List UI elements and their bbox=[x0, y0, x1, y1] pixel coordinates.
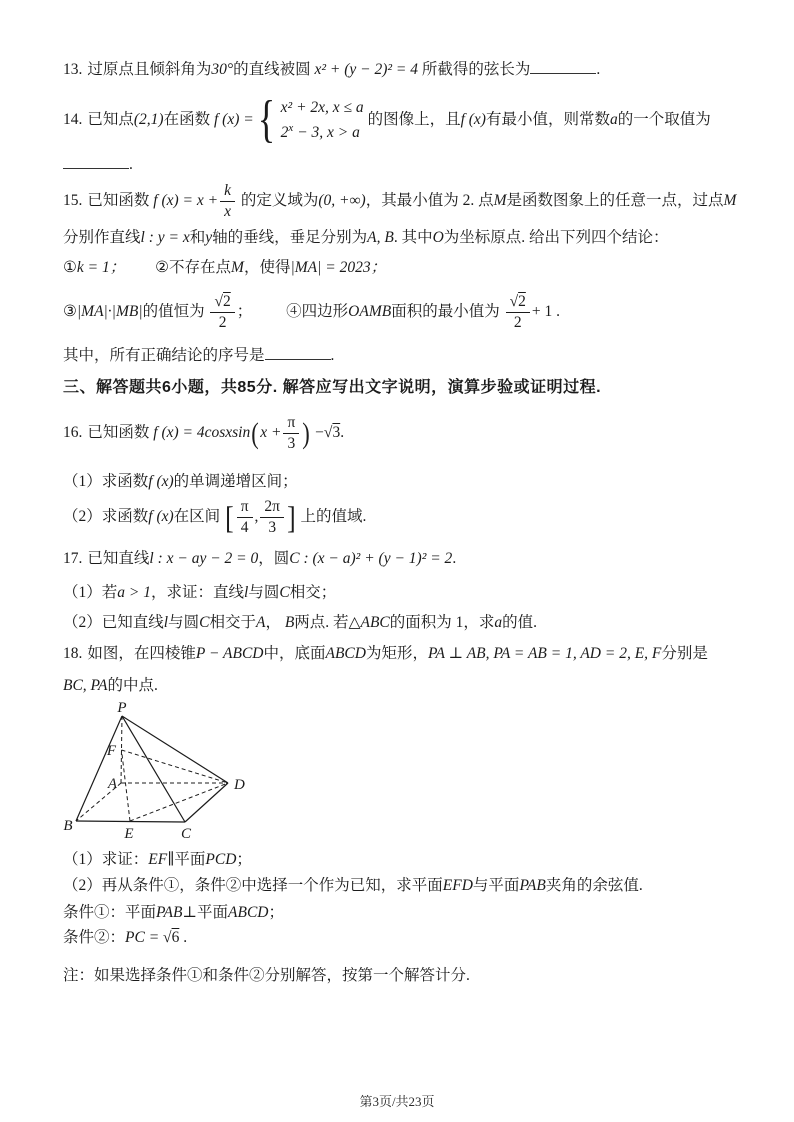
question-text: 求函数 bbox=[101, 473, 149, 490]
section-3-header bbox=[63, 377, 601, 399]
conclusion-4-text: 面积的最小值为 bbox=[391, 302, 500, 320]
question-text: 已知点 bbox=[87, 111, 134, 129]
math-ABCD: ABCD bbox=[325, 645, 366, 662]
fraction-sqrt2-over-2: $\frac{√2}{2}$ bbox=[506, 293, 530, 332]
edge-PC bbox=[122, 716, 185, 822]
question-15-line2 bbox=[63, 228, 669, 249]
question-text: ； bbox=[236, 851, 252, 868]
section-3-title: 三、解答题共6小题，共85分. 解答应写出文字说明，演算步验或证明过程. bbox=[63, 379, 602, 396]
question-text: 的定义域为 bbox=[240, 191, 319, 209]
math-inner: x + bbox=[260, 423, 282, 441]
math-triangle-ABC: △ABC bbox=[348, 614, 390, 631]
question-text: ，其最小值为 2. 点 bbox=[365, 191, 494, 209]
conclusion-4-end: + 1 . bbox=[531, 302, 560, 320]
vertex-label-A: A bbox=[107, 776, 117, 792]
question-17-part-2 bbox=[63, 613, 537, 634]
conclusion-3-text: 的值恒为 bbox=[142, 302, 205, 320]
math-line-l: l bbox=[163, 614, 169, 631]
question-number: 14. bbox=[63, 111, 83, 129]
math-BC-PA: BC, PA bbox=[63, 677, 108, 694]
math-ABCD: ABCD bbox=[228, 904, 269, 921]
edge-PA bbox=[121, 716, 122, 783]
question-text: ，圆 bbox=[258, 550, 290, 567]
conclusion-4-label: ④四边形 bbox=[286, 302, 349, 320]
math-y-axis: y bbox=[205, 229, 213, 246]
segment-FD bbox=[122, 750, 229, 783]
edge-BP bbox=[76, 716, 122, 821]
left-bracket: [ bbox=[225, 498, 234, 535]
math-fx-equals: f (x) = bbox=[213, 111, 254, 129]
vertex-label-P: P bbox=[117, 700, 127, 716]
conclusion-2-label: ②不存在点 bbox=[155, 259, 232, 276]
question-16-part-1 bbox=[63, 472, 298, 493]
math-line-l: l : y = x bbox=[140, 229, 190, 246]
conclusion-2-text: ，使得 bbox=[243, 259, 291, 276]
question-15-answer-line bbox=[63, 344, 334, 367]
question-number: 13. bbox=[63, 61, 83, 78]
condition-label: 条件②： bbox=[63, 929, 126, 946]
condition-1 bbox=[63, 903, 284, 924]
fraction-k-over-x: $\frac{k}{x}$ bbox=[220, 182, 235, 221]
question-17 bbox=[63, 549, 456, 570]
edge-CD bbox=[185, 783, 228, 822]
math-angle: 30° bbox=[211, 61, 234, 78]
math-minus: − bbox=[315, 423, 324, 441]
piecewise-case-2: $2^x - 3$, x > a bbox=[280, 122, 360, 142]
period: . bbox=[330, 347, 335, 364]
math-var-a: a bbox=[494, 614, 503, 631]
math-EF: EF bbox=[148, 851, 168, 868]
period: . bbox=[340, 423, 345, 441]
vertex-label-C: C bbox=[180, 826, 192, 842]
math-a-gt-1: a > 1 bbox=[117, 584, 151, 601]
math-fx: f (x) bbox=[148, 473, 174, 490]
note-line bbox=[63, 966, 470, 987]
math-point: (2,1) bbox=[133, 111, 164, 129]
question-18-part-2 bbox=[63, 876, 643, 897]
answer-blank bbox=[265, 344, 331, 360]
condition-end: ； bbox=[268, 904, 284, 921]
note-text: 注：如果选择条件①和条件②分别解答，按第一个解答计分. bbox=[63, 967, 470, 984]
math-circle-equation: C : (x − a)² + (y − 1)² = 2 bbox=[289, 550, 453, 567]
question-text: 若 bbox=[101, 584, 118, 601]
piecewise-brace: { bbox=[257, 91, 275, 149]
math-fx: f (x) bbox=[148, 507, 174, 525]
conclusion-3-end: ； bbox=[236, 302, 253, 320]
math-circle-C: C bbox=[279, 584, 290, 601]
part-label: （2） bbox=[63, 507, 102, 525]
edge-PD bbox=[122, 716, 228, 783]
question-text: 夹角的余弦值. bbox=[545, 877, 643, 894]
question-text: 的值. bbox=[502, 614, 538, 631]
question-text: 与圆 bbox=[168, 614, 200, 631]
pyramid-svg bbox=[60, 700, 260, 850]
question-16-part-2 bbox=[63, 498, 366, 537]
question-18-part-1 bbox=[63, 850, 252, 871]
question-text: 已知函数 bbox=[87, 191, 150, 209]
math-point-M: M bbox=[723, 191, 737, 209]
math-EFD: EFD bbox=[442, 877, 473, 894]
pyramid-figure bbox=[60, 700, 260, 857]
part-label: （2） bbox=[63, 877, 102, 894]
question-text: 所截得的弦长为 bbox=[421, 61, 531, 78]
right-paren: ) bbox=[302, 416, 311, 450]
answer-blank bbox=[63, 153, 129, 169]
question-14-answer-line bbox=[63, 153, 133, 176]
question-text: 在区间 bbox=[173, 507, 221, 525]
question-15-conclusions-34 bbox=[63, 293, 560, 332]
question-text: 轴的垂线，垂足分别为 bbox=[212, 229, 368, 246]
page-footer bbox=[0, 1093, 794, 1111]
question-text: 的一个取值为 bbox=[617, 111, 711, 129]
conclusion-3-label: ③ bbox=[63, 302, 77, 320]
question-text: 在函数 bbox=[163, 111, 211, 129]
question-text: ，求证：直线 bbox=[151, 584, 245, 601]
part-label: （2） bbox=[63, 614, 102, 631]
conclusion-1-label: ① bbox=[63, 259, 77, 276]
question-text: ， bbox=[265, 614, 285, 631]
question-text: 求证： bbox=[101, 851, 149, 868]
math-point-B: B bbox=[284, 614, 295, 631]
vertex-label-F: F bbox=[106, 743, 116, 759]
math-domain: (0, +∞) bbox=[318, 191, 366, 209]
math-point-M: M bbox=[493, 191, 507, 209]
question-text: 过原点且倾斜角为 bbox=[87, 61, 212, 78]
question-text: 和 bbox=[189, 229, 206, 246]
sqrt-6: √6 bbox=[163, 929, 180, 946]
part-label: （1） bbox=[63, 851, 102, 868]
question-text: 如图，在四棱锥 bbox=[87, 645, 196, 662]
question-text: 与圆 bbox=[248, 584, 280, 601]
math-PC-equals: PC = bbox=[125, 929, 160, 946]
segment-ED bbox=[130, 783, 228, 821]
question-text: 分别作直线 bbox=[63, 229, 141, 246]
math-fx-expr: f (x) = x + bbox=[153, 191, 219, 209]
math-PAB: PAB bbox=[156, 904, 183, 921]
part-label: （1） bbox=[63, 584, 102, 601]
question-15 bbox=[63, 182, 736, 221]
math-OAMB: OAMB bbox=[348, 302, 392, 320]
math-fx-expr: f (x) = 4cosxsin bbox=[153, 423, 251, 441]
question-text: 相交于 bbox=[209, 614, 256, 631]
question-text: 再从条件①，条件②中选择一个作为已知，求平面 bbox=[101, 877, 443, 894]
conclusion-1-math: k = 1； bbox=[76, 259, 126, 276]
conclusion-3-math: |MA|·|MB| bbox=[76, 302, 143, 320]
question-text: 为坐标原点. 给出下列四个结论： bbox=[443, 229, 669, 246]
question-number: 16. bbox=[63, 423, 83, 441]
condition-2 bbox=[63, 928, 187, 949]
math-line-l: l bbox=[244, 584, 249, 601]
condition-label: 条件①：平面 bbox=[63, 904, 157, 921]
vertex-label-D: D bbox=[234, 777, 245, 793]
right-bracket: ] bbox=[287, 498, 296, 535]
math-point-M: M bbox=[231, 259, 244, 276]
question-text: 分别是 bbox=[661, 645, 708, 662]
math-conditions: PA ⊥ AB, PA = AB = 1, AD = 2, E, F bbox=[427, 645, 662, 662]
question-text: 的面积为 1，求 bbox=[389, 614, 495, 631]
math-line-equation: l : x − ay − 2 = 0 bbox=[149, 550, 259, 567]
math-origin-O: O bbox=[432, 229, 444, 246]
math-var-a: a bbox=[609, 111, 618, 129]
question-text: 已知直线 bbox=[101, 614, 164, 631]
period: . bbox=[129, 156, 133, 173]
question-text: 相交； bbox=[289, 584, 337, 601]
page-number: 第3页/共23页 bbox=[359, 1094, 435, 1109]
answer-blank bbox=[530, 58, 596, 74]
period: . bbox=[596, 61, 601, 78]
sqrt-3: √3 bbox=[323, 423, 341, 441]
question-text: 的中点. bbox=[107, 677, 158, 694]
math-PAB: PAB bbox=[519, 877, 546, 894]
left-paren: ( bbox=[251, 416, 259, 450]
question-text: 的单调递增区间； bbox=[173, 473, 298, 490]
question-text: 已知函数 bbox=[87, 423, 150, 441]
question-number: 15. bbox=[63, 191, 83, 209]
question-text: 平面 bbox=[174, 851, 206, 868]
fraction-pi-over-4: $\frac{\pi}{4}$ bbox=[237, 498, 253, 537]
parallel-symbol: ∥ bbox=[167, 851, 175, 868]
piecewise-cases bbox=[281, 96, 364, 145]
question-text: 其中，所有正确结论的序号是 bbox=[63, 347, 265, 364]
question-text: 上的值域. bbox=[300, 507, 367, 525]
perpendicular-symbol: ⊥ bbox=[182, 904, 197, 921]
math-point-A: A bbox=[255, 614, 266, 631]
math-pyramid: P − ABCD bbox=[195, 645, 264, 662]
question-18-line2 bbox=[63, 676, 158, 697]
question-text: 的直线被圆 bbox=[233, 61, 311, 78]
question-18 bbox=[63, 644, 708, 665]
question-text: 已知直线 bbox=[87, 550, 150, 567]
question-text: 是函数图象上的任意一点，过点 bbox=[506, 191, 724, 209]
fraction-2pi-over-3: $\frac{2\pi}{3}$ bbox=[260, 498, 284, 537]
question-number: 18. bbox=[63, 645, 83, 662]
question-number: 17. bbox=[63, 550, 83, 567]
question-text: 有最小值，则常数 bbox=[485, 111, 610, 129]
conclusion-2-math: |MA| = 2023； bbox=[290, 259, 387, 276]
piecewise-case-1: x² + 2x, x ≤ a bbox=[280, 99, 364, 116]
question-14 bbox=[63, 91, 711, 149]
math-fx: f (x) bbox=[460, 111, 486, 129]
period: . bbox=[452, 550, 457, 567]
fraction-sqrt2-over-2: $\frac{√2}{2}$ bbox=[210, 293, 234, 332]
question-13 bbox=[63, 58, 600, 81]
part-label: （1） bbox=[63, 473, 102, 490]
vertex-label-E: E bbox=[124, 826, 134, 842]
question-text: 为矩形， bbox=[365, 645, 428, 662]
math-circle-C: C bbox=[199, 614, 210, 631]
question-17-part-1 bbox=[63, 583, 336, 604]
question-text: 的图像上，且 bbox=[367, 111, 461, 129]
comma: , bbox=[254, 507, 259, 525]
condition-text: 平面 bbox=[197, 904, 229, 921]
question-16 bbox=[63, 414, 344, 453]
question-text: 与平面 bbox=[472, 877, 520, 894]
question-text: 求函数 bbox=[101, 507, 149, 525]
math-PCD: PCD bbox=[205, 851, 237, 868]
question-text: . 其中 bbox=[393, 229, 433, 246]
vertex-label-B: B bbox=[63, 818, 73, 834]
segment-EF bbox=[122, 750, 131, 821]
question-15-conclusions-12 bbox=[63, 258, 386, 279]
math-feet-AB: A, B bbox=[367, 229, 394, 246]
question-text: 两点. 若 bbox=[294, 614, 349, 631]
condition-end: . bbox=[179, 929, 188, 946]
question-text: 中，底面 bbox=[263, 645, 326, 662]
math-circle-equation: x² + (y − 2)² = 4 bbox=[314, 61, 418, 78]
fraction-pi-over-3: $\frac{\pi}{3}$ bbox=[283, 414, 299, 453]
